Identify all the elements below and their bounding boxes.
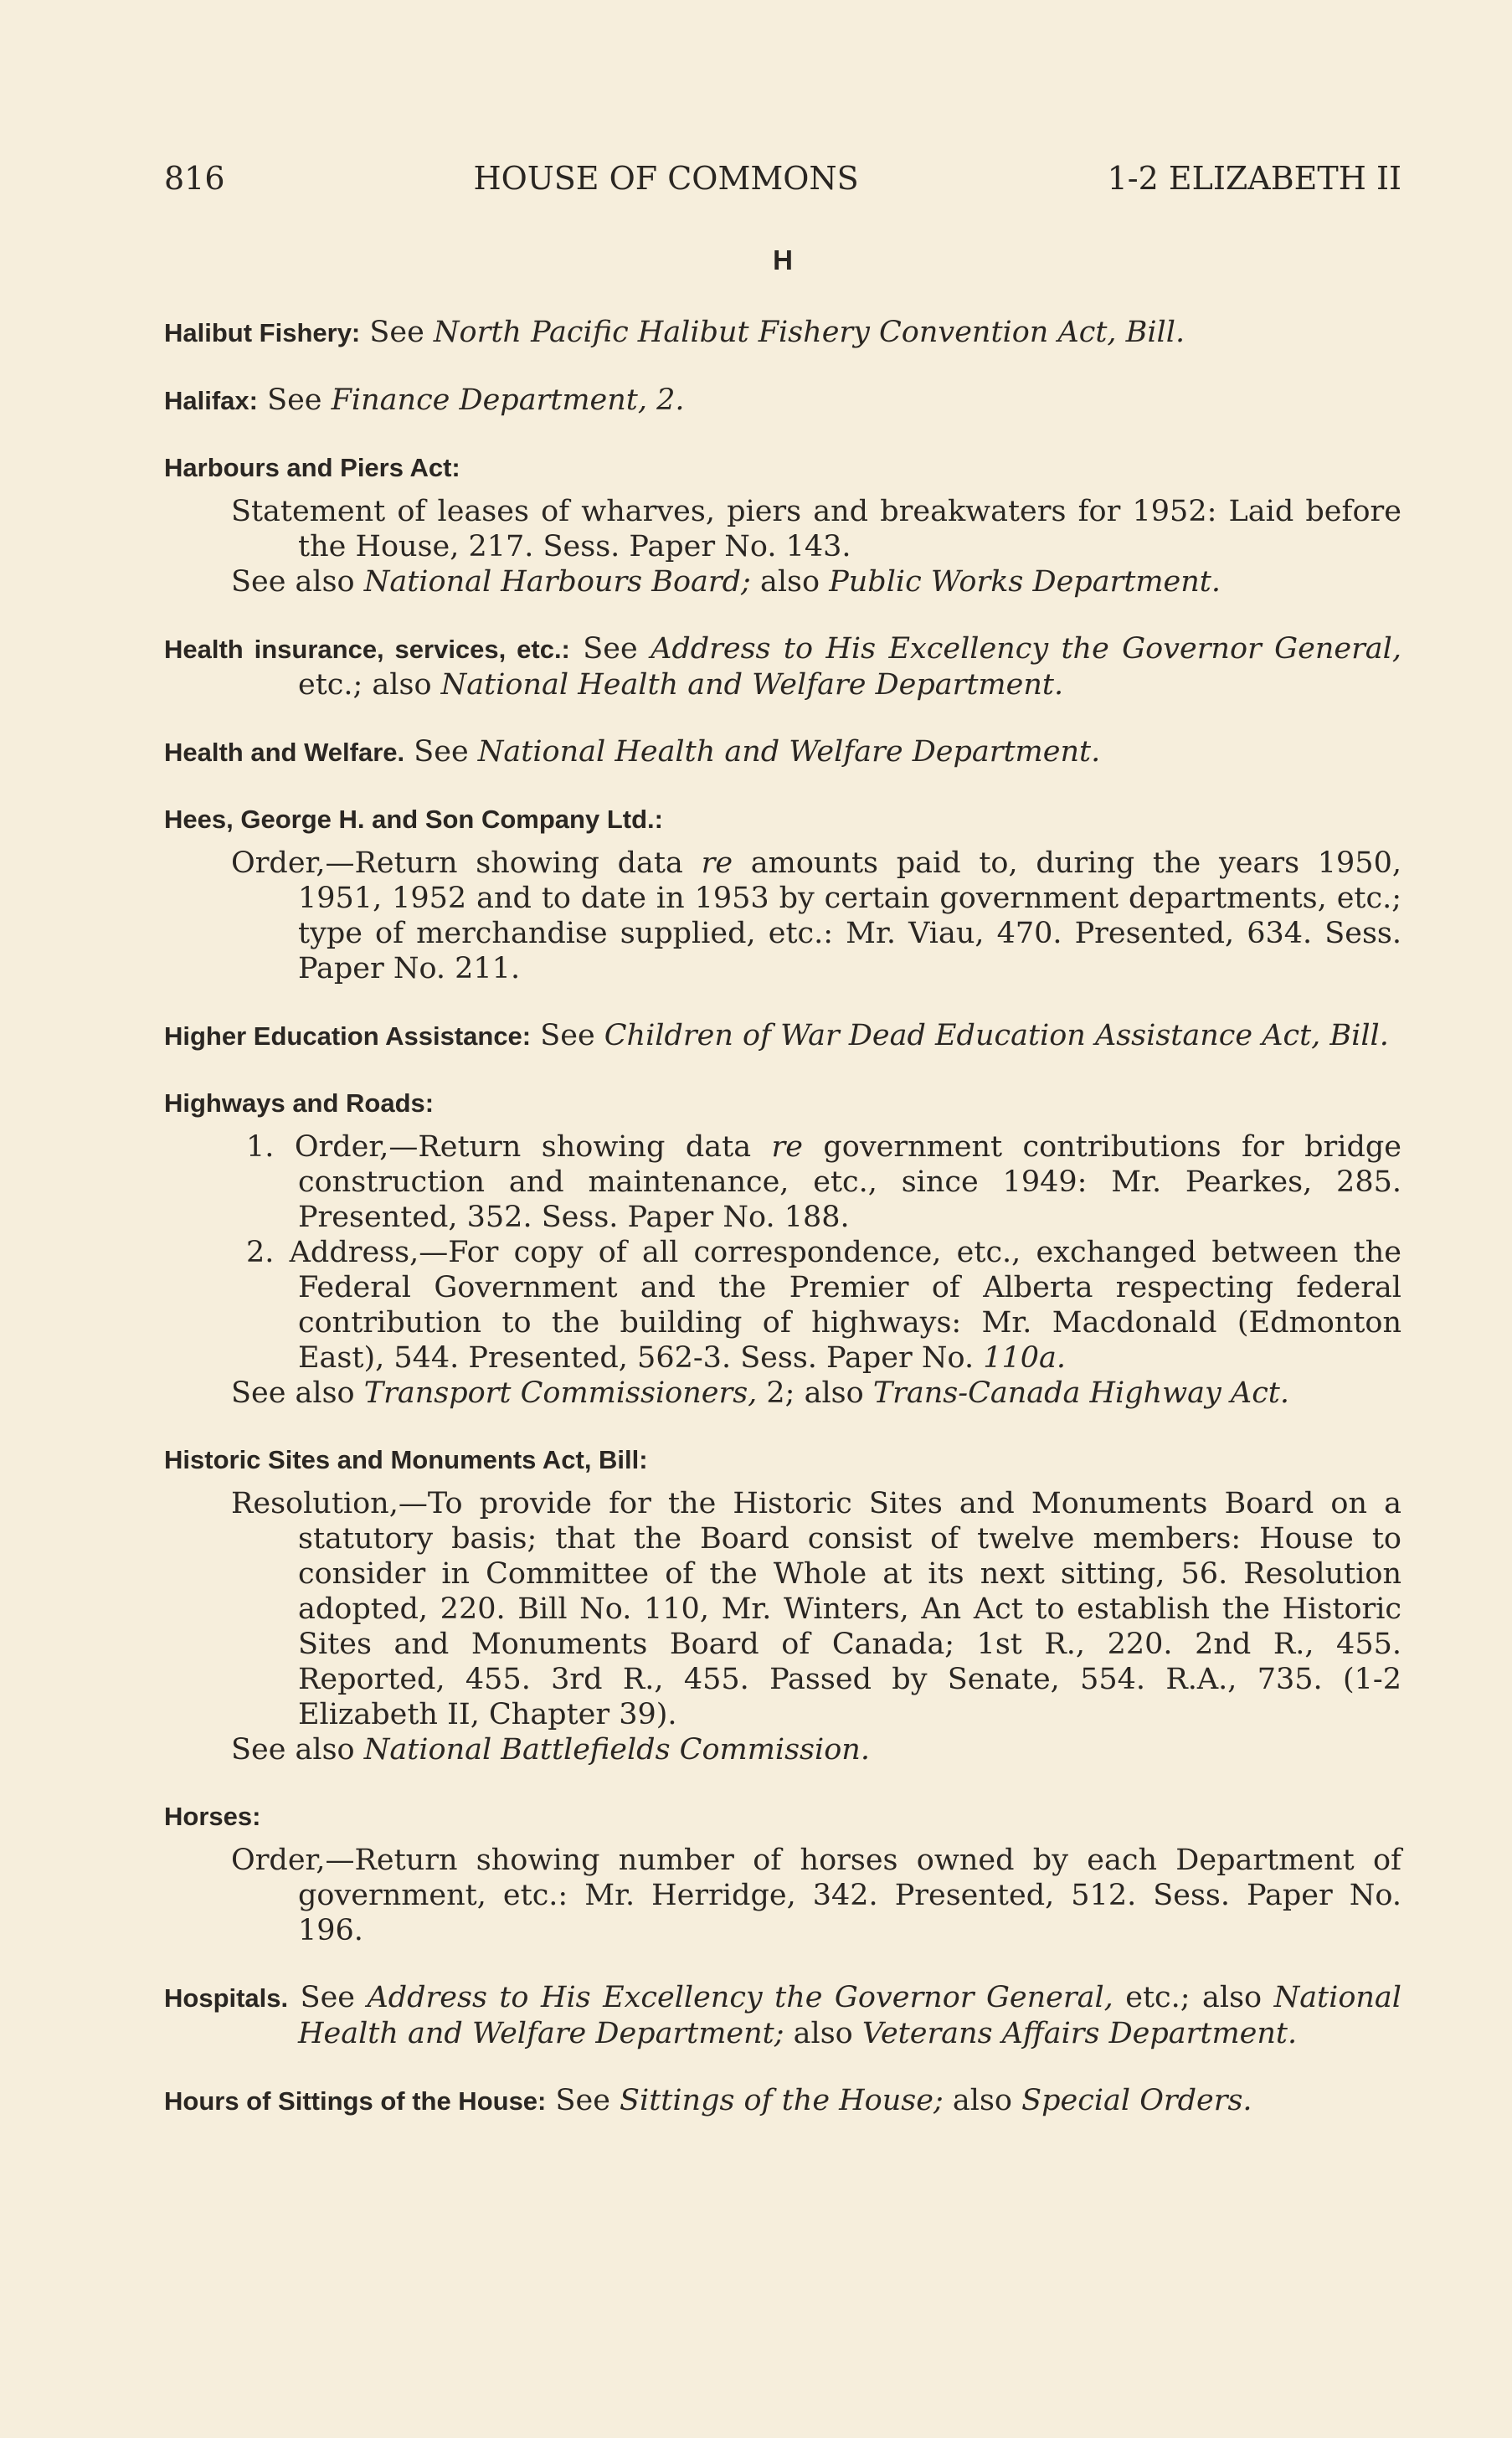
running-head-title: HOUSE OF COMMONS — [473, 160, 859, 197]
entry-text: See — [546, 2084, 620, 2117]
entry-reference: Transport Commissioners, — [363, 1376, 758, 1410]
entry-reference: Veterans Affairs Department. — [861, 2017, 1298, 2050]
entry-text: See also — [231, 1376, 364, 1410]
entry-heading: Highways and Roads: — [164, 1088, 435, 1118]
index-entry-higher-education-assistance — [164, 1018, 1401, 1054]
index-entry-historic-sites-and-monuments-act — [164, 1443, 1401, 1767]
entry-text: Order,—Return showing data — [274, 1130, 772, 1164]
entry-reference: re — [701, 846, 733, 880]
entry-reference: Address to His Excellency the Governor General, — [367, 1981, 1113, 2014]
page-number: 816 — [164, 160, 225, 197]
entry-text: also — [943, 2084, 1022, 2117]
entry-numbered-item — [164, 1235, 1401, 1376]
entry-heading: Hees, George H. and Son Company Ltd.: — [164, 805, 663, 834]
entry-text: See — [404, 735, 478, 769]
entry-text: See also — [231, 1733, 364, 1767]
entry-reference: re — [771, 1130, 803, 1164]
entry-reference: Sittings of the House; — [620, 2084, 944, 2117]
entry-text: See — [288, 1981, 368, 2014]
entry-reference: National Health and Welfare Department. — [440, 668, 1064, 702]
entry-text: See — [569, 632, 651, 666]
entry-reference: National Health and Welfare Department. — [477, 735, 1101, 769]
entry-reference: Finance Department, 2. — [331, 383, 685, 417]
entry-see-also — [164, 1732, 1401, 1767]
entry-text: also — [750, 565, 830, 599]
entry-numbered-item — [164, 1129, 1401, 1235]
entry-see-also — [164, 1376, 1401, 1411]
entry-line — [164, 631, 1401, 702]
index-entry-harbours-and-piers-act — [164, 450, 1401, 599]
index-entry-hours-of-sittings — [164, 2083, 1401, 2119]
entry-text: 2; also — [757, 1376, 873, 1410]
entry-heading: Health and Welfare. — [164, 738, 405, 767]
index-entry-hospitals — [164, 1980, 1401, 2051]
entry-reference: Special Orders. — [1021, 2084, 1252, 2117]
index-entry-highways-and-roads — [164, 1086, 1401, 1411]
index-entry-halifax — [164, 383, 1401, 419]
entry-subline — [164, 846, 1401, 986]
entry-subline: Order,—Return showing number of horses owned by each Department of government, etc.: Mr. Herridge, 342. Presented, 512. Sess. Paper No. 196. — [231, 1844, 1401, 1947]
entry-line — [164, 1018, 1401, 1054]
entry-text: government contributions for bridge construction and maintenance, etc., since 1949: Mr. Pearkes, 285. Presented, 352. Sess. Paper No. 188. — [298, 1130, 1401, 1234]
running-head — [164, 161, 1401, 196]
entry-text: See — [257, 383, 332, 417]
entry-text: etc.; also — [298, 668, 441, 702]
entry-reference: Children of War Dead Education Assistance Act, Bill. — [604, 1019, 1389, 1052]
entry-heading: Health insurance, services, etc.: — [164, 635, 570, 664]
entry-heading: Hours of Sittings of the House: — [164, 2086, 547, 2116]
running-head-reign: 1-2 ELIZABETH II — [1107, 160, 1401, 197]
entry-reference: 110a. — [983, 1341, 1067, 1375]
entry-line — [164, 734, 1401, 770]
item-number: 2. — [246, 1236, 275, 1269]
entry-heading: Historic Sites and Monuments Act, Bill: — [164, 1445, 648, 1474]
entry-text: See — [360, 316, 434, 349]
entry-heading: Halifax: — [164, 386, 258, 415]
index-entry-hees-george-h — [164, 802, 1401, 986]
entry-heading: Halibut Fishery: — [164, 318, 361, 347]
entry-line — [164, 315, 1401, 351]
entry-subline: Resolution,—To provide for the Historic Sites and Monuments Board on a statutory basis; that the Board consist of twelve members: House to consider in Committee of the Whole at its next sitting, 56. Resolution adopted, 220. Bill No. 110, Mr. Winters, An Act to establish the Historic Sites and Monuments Board of Canada; 1st R., 220. 2nd R., 455. Reported, 455. 3rd R., 455. Passed by Senate, 554. R.A., 735. (1-2 Elizabeth II, Chapter 39). — [231, 1487, 1401, 1731]
entry-reference: Address to His Excellency the Governor General, — [651, 632, 1401, 666]
entry-heading: Higher Education Assistance: — [164, 1021, 532, 1051]
entry-text: See — [531, 1019, 604, 1052]
entry-line — [164, 383, 1401, 419]
entry-text: etc.; also — [1113, 1981, 1274, 2014]
entry-reference: National Battlefields Commission. — [363, 1733, 870, 1767]
entry-reference: National Health and Welfare Department; — [298, 1981, 1401, 2050]
index-entry-horses — [164, 1799, 1401, 1948]
entry-text: amounts paid to, during the years 1950, 1951, 1952 and to date in 1953 by certain government departments, etc.; type of merchandise supplied, etc.: Mr. Viau, 470. Presented, 634. Sess. Paper No. 211. — [298, 846, 1401, 985]
index-entry-halibut-fishery — [164, 315, 1401, 351]
entry-reference: North Pacific Halibut Fishery Convention Act, Bill. — [433, 316, 1185, 349]
index-entry-health-and-welfare — [164, 734, 1401, 770]
item-number: 1. — [246, 1130, 275, 1164]
entry-text: See also — [231, 565, 364, 599]
entry-reference: National Harbours Board; — [363, 565, 751, 599]
entry-see-also — [164, 564, 1401, 599]
entry-reference: Trans-Canada Highway Act. — [872, 1376, 1289, 1410]
entry-text: Address,—For copy of all correspondence, etc., exchanged between the Federal Government and the Premier of Alberta respecting federal contribution to the building of highways: Mr. Macdonald (Edmonton East), 544. Presented, 562-3. Sess. Paper No. — [274, 1236, 1401, 1375]
index-entry-health-insurance — [164, 631, 1401, 702]
section-letter: H — [773, 244, 793, 275]
entry-reference: Public Works Department. — [829, 565, 1221, 599]
entry-line — [164, 2083, 1401, 2119]
entry-text: Order,—Return showing data — [231, 846, 702, 880]
entry-heading: Hospitals. — [164, 1983, 289, 2013]
entry-line — [164, 1980, 1401, 2051]
entry-heading: Horses: — [164, 1802, 261, 1831]
entry-heading: Harbours and Piers Act: — [164, 453, 460, 482]
entry-text: also — [784, 2017, 862, 2050]
entry-subline: Statement of leases of wharves, piers and breakwaters for 1952: Laid before the House, 217. Sess. Paper No. 143. — [231, 495, 1401, 563]
